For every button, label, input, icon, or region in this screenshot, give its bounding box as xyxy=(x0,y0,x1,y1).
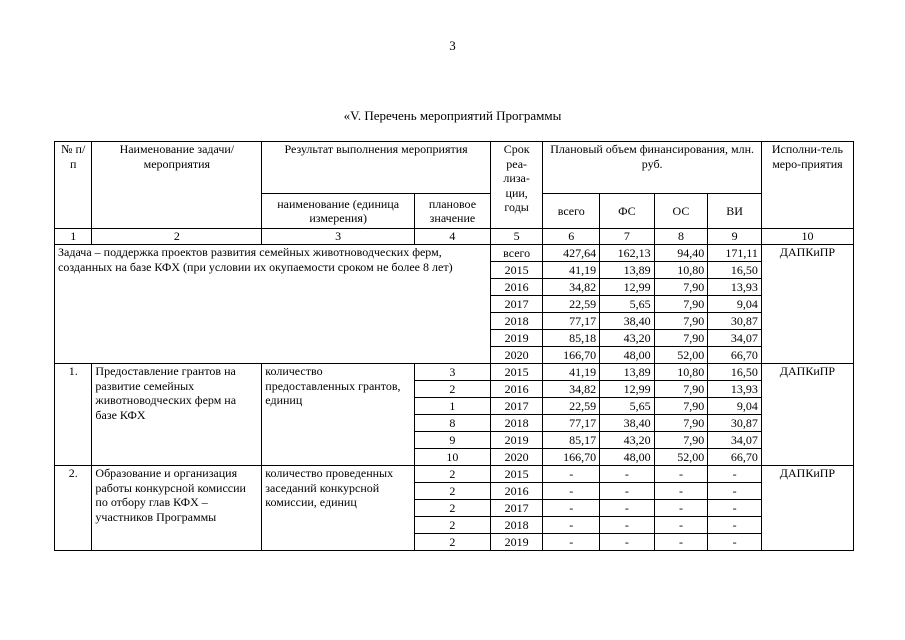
column-number: 1 xyxy=(55,229,92,245)
task-year: 2019 xyxy=(490,330,543,347)
activity-vi: 34,07 xyxy=(708,432,762,449)
task-row xyxy=(55,245,854,262)
activity-vi: - xyxy=(708,466,762,483)
header-result-name: наименование (единица измерения) xyxy=(262,194,415,229)
activity-fs: - xyxy=(600,517,655,534)
activity-year: 2018 xyxy=(490,415,543,432)
activity-name: Предоставление грантов на развитие семейных животноводческих ферм на базе КФХ xyxy=(92,364,262,466)
activity-planned-value: 8 xyxy=(415,415,491,432)
header-result: Результат выполнения мероприятия xyxy=(262,142,491,194)
task-fs: 43,20 xyxy=(600,330,655,347)
activity-os: 7,90 xyxy=(654,415,708,432)
task-vi: 30,87 xyxy=(708,313,762,330)
task-year: всего xyxy=(490,245,543,262)
activity-os: 10,80 xyxy=(654,364,708,381)
activity-result-name: количество предоставленных грантов, единиц xyxy=(262,364,415,466)
activity-fs: - xyxy=(600,534,655,551)
task-fs: 13,89 xyxy=(600,262,655,279)
activity-year: 2017 xyxy=(490,500,543,517)
task-vi: 13,93 xyxy=(708,279,762,296)
header-term: Срок реа-лиза-ции, годы xyxy=(490,142,543,229)
program-table xyxy=(54,141,854,551)
task-year: 2017 xyxy=(490,296,543,313)
activity-planned-value: 3 xyxy=(415,364,491,381)
activity-vi: - xyxy=(708,483,762,500)
task-total: 166,70 xyxy=(543,347,600,364)
document-title: «V. Перечень мероприятий Программы xyxy=(343,108,562,123)
task-os: 10,80 xyxy=(654,262,708,279)
activity-total: 22,59 xyxy=(543,398,600,415)
activity-total: 41,19 xyxy=(543,364,600,381)
task-total: 85,18 xyxy=(543,330,600,347)
column-number: 2 xyxy=(92,229,262,245)
activity-total: - xyxy=(543,517,600,534)
header-vi: ВИ xyxy=(708,194,762,229)
activity-vi: - xyxy=(708,500,762,517)
activity-executor: ДАПКиПР xyxy=(761,364,853,466)
activity-vi: 16,50 xyxy=(708,364,762,381)
activity-number: 2. xyxy=(55,466,92,551)
activity-planned-value: 2 xyxy=(415,381,491,398)
column-number: 6 xyxy=(543,229,600,245)
activity-result-name: количество проведенных заседаний конкурсной комиссии, единиц xyxy=(262,466,415,551)
task-vi: 34,07 xyxy=(708,330,762,347)
activity-fs: - xyxy=(600,500,655,517)
task-os: 7,90 xyxy=(654,296,708,313)
activity-os: - xyxy=(654,500,708,517)
activity-year: 2016 xyxy=(490,483,543,500)
activity-vi: 30,87 xyxy=(708,415,762,432)
task-os: 7,90 xyxy=(654,313,708,330)
task-total: 34,82 xyxy=(543,279,600,296)
task-vi: 9,04 xyxy=(708,296,762,313)
column-number: 3 xyxy=(262,229,415,245)
activity-os: - xyxy=(654,466,708,483)
task-total: 427,64 xyxy=(543,245,600,262)
task-year: 2018 xyxy=(490,313,543,330)
column-number: 7 xyxy=(600,229,655,245)
activity-fs: 38,40 xyxy=(600,415,655,432)
activity-year: 2015 xyxy=(490,466,543,483)
task-fs: 162,13 xyxy=(600,245,655,262)
header-fs: ФС xyxy=(600,194,655,229)
activity-total: 34,82 xyxy=(543,381,600,398)
task-os: 52,00 xyxy=(654,347,708,364)
activity-vi: 66,70 xyxy=(708,449,762,466)
activity-row xyxy=(55,364,854,381)
activity-fs: 12,99 xyxy=(600,381,655,398)
activity-total: - xyxy=(543,483,600,500)
activity-os: 7,90 xyxy=(654,398,708,415)
column-number: 5 xyxy=(490,229,543,245)
task-fs: 48,00 xyxy=(600,347,655,364)
task-vi: 171,11 xyxy=(708,245,762,262)
activity-name: Образование и организация работы конкурсной комиссии по отбору глав КФХ – участников Программы xyxy=(92,466,262,551)
activity-vi: 9,04 xyxy=(708,398,762,415)
activity-os: - xyxy=(654,483,708,500)
task-fs: 12,99 xyxy=(600,279,655,296)
task-total: 22,59 xyxy=(543,296,600,313)
header-os: ОС xyxy=(654,194,708,229)
activity-total: - xyxy=(543,500,600,517)
activity-os: - xyxy=(654,534,708,551)
activity-vi: 13,93 xyxy=(708,381,762,398)
activity-total: - xyxy=(543,534,600,551)
activity-vi: - xyxy=(708,534,762,551)
activity-fs: 43,20 xyxy=(600,432,655,449)
activity-fs: - xyxy=(600,466,655,483)
activity-os: 52,00 xyxy=(654,449,708,466)
header-result-value: плановое значение xyxy=(415,194,491,229)
activity-year: 2018 xyxy=(490,517,543,534)
activity-planned-value: 2 xyxy=(415,483,491,500)
activity-year: 2016 xyxy=(490,381,543,398)
header-total: всего xyxy=(543,194,600,229)
activity-os: 7,90 xyxy=(654,381,708,398)
header-financing: Плановый объем финансирования, млн. руб. xyxy=(543,142,761,194)
activity-os: 7,90 xyxy=(654,432,708,449)
activity-planned-value: 9 xyxy=(415,432,491,449)
activity-planned-value: 2 xyxy=(415,466,491,483)
activity-fs: 13,89 xyxy=(600,364,655,381)
activity-executor: ДАПКиПР xyxy=(761,466,853,551)
task-vi: 66,70 xyxy=(708,347,762,364)
activity-planned-value: 2 xyxy=(415,534,491,551)
activity-total: - xyxy=(543,466,600,483)
activity-year: 2019 xyxy=(490,534,543,551)
activity-year: 2020 xyxy=(490,449,543,466)
task-total: 41,19 xyxy=(543,262,600,279)
activity-year: 2017 xyxy=(490,398,543,415)
task-description: Задача – поддержка проектов развития семейных животноводческих ферм, созданных на базе КФХ (при условии их окупаемости сроком не более 8 лет) xyxy=(55,245,491,364)
activity-row xyxy=(55,466,854,483)
activity-planned-value: 2 xyxy=(415,500,491,517)
column-number: 4 xyxy=(415,229,491,245)
activity-fs: 48,00 xyxy=(600,449,655,466)
task-os: 94,40 xyxy=(654,245,708,262)
task-total: 77,17 xyxy=(543,313,600,330)
activity-year: 2019 xyxy=(490,432,543,449)
column-number: 9 xyxy=(708,229,762,245)
task-executor: ДАПКиПР xyxy=(761,245,853,364)
header-task-name: Наименование задачи/ мероприятия xyxy=(92,142,262,229)
activity-year: 2015 xyxy=(490,364,543,381)
task-year: 2016 xyxy=(490,279,543,296)
task-year: 2015 xyxy=(490,262,543,279)
activity-number: 1. xyxy=(55,364,92,466)
task-os: 7,90 xyxy=(654,330,708,347)
activity-planned-value: 2 xyxy=(415,517,491,534)
task-fs: 5,65 xyxy=(600,296,655,313)
column-numbers-row xyxy=(55,229,854,245)
activity-fs: - xyxy=(600,483,655,500)
task-year: 2020 xyxy=(490,347,543,364)
task-fs: 38,40 xyxy=(600,313,655,330)
task-os: 7,90 xyxy=(654,279,708,296)
header-num: № п/п xyxy=(55,142,92,229)
header-executor: Исполни-тель меро-приятия xyxy=(761,142,853,229)
activity-total: 166,70 xyxy=(543,449,600,466)
activity-planned-value: 1 xyxy=(415,398,491,415)
activity-vi: - xyxy=(708,517,762,534)
activity-total: 85,17 xyxy=(543,432,600,449)
page-number: 3 xyxy=(449,38,456,53)
activity-fs: 5,65 xyxy=(600,398,655,415)
activity-os: - xyxy=(654,517,708,534)
activity-total: 77,17 xyxy=(543,415,600,432)
column-number: 8 xyxy=(654,229,708,245)
task-vi: 16,50 xyxy=(708,262,762,279)
column-number: 10 xyxy=(761,229,853,245)
activity-planned-value: 10 xyxy=(415,449,491,466)
